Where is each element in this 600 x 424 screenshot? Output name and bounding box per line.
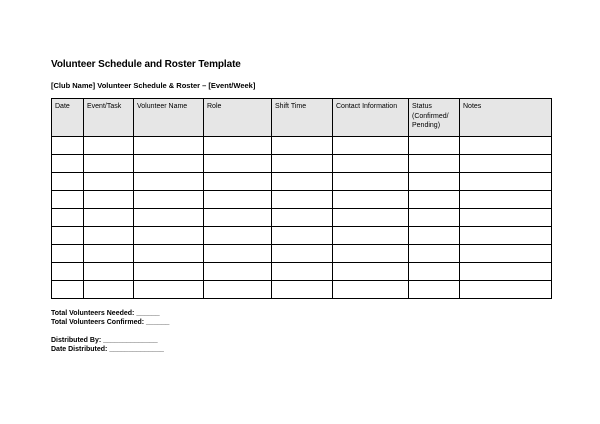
document-subtitle: [Club Name] Volunteer Schedule & Roster – [Event/Week] xyxy=(51,81,256,90)
table-cell[interactable] xyxy=(204,209,272,227)
table-cell[interactable] xyxy=(52,245,84,263)
table-row xyxy=(52,263,552,281)
table-cell[interactable] xyxy=(52,155,84,173)
table-cell[interactable] xyxy=(460,263,552,281)
date-distributed-blank[interactable]: ______________ xyxy=(109,346,164,353)
table-cell[interactable] xyxy=(134,191,204,209)
table-cell[interactable] xyxy=(409,245,460,263)
total-volunteers-confirmed xyxy=(51,318,169,327)
table-body xyxy=(52,137,552,299)
table-cell[interactable] xyxy=(409,173,460,191)
header-notes: Notes xyxy=(460,99,552,137)
table-cell[interactable] xyxy=(333,227,409,245)
table-cell[interactable] xyxy=(409,263,460,281)
distributed-by-blank[interactable]: ______________ xyxy=(103,337,158,344)
table-cell[interactable] xyxy=(84,191,134,209)
table-cell[interactable] xyxy=(333,263,409,281)
header-shift-time: Shift Time xyxy=(272,99,333,137)
table-row xyxy=(52,281,552,299)
table-cell[interactable] xyxy=(409,281,460,299)
table-cell[interactable] xyxy=(409,227,460,245)
table-cell[interactable] xyxy=(134,209,204,227)
header-volunteer-name: Volunteer Name xyxy=(134,99,204,137)
table-cell[interactable] xyxy=(272,263,333,281)
table-cell[interactable] xyxy=(52,173,84,191)
date-distributed xyxy=(51,345,164,354)
table-cell[interactable] xyxy=(52,227,84,245)
table-cell[interactable] xyxy=(134,137,204,155)
table-cell[interactable] xyxy=(272,245,333,263)
table-cell[interactable] xyxy=(84,173,134,191)
table-header-row xyxy=(52,99,552,137)
table-cell[interactable] xyxy=(272,173,333,191)
header-contact-information: Contact Information xyxy=(333,99,409,137)
table-cell[interactable] xyxy=(134,227,204,245)
table-row xyxy=(52,137,552,155)
table-row xyxy=(52,209,552,227)
table-cell[interactable] xyxy=(84,227,134,245)
table-cell[interactable] xyxy=(460,137,552,155)
table-cell[interactable] xyxy=(272,227,333,245)
table-cell[interactable] xyxy=(333,155,409,173)
table-cell[interactable] xyxy=(134,281,204,299)
table-cell[interactable] xyxy=(52,263,84,281)
total-needed-label: Total Volunteers Needed: xyxy=(51,310,135,317)
table-cell[interactable] xyxy=(272,137,333,155)
table-cell[interactable] xyxy=(333,209,409,227)
table-cell[interactable] xyxy=(460,209,552,227)
header-event-task: Event/Task xyxy=(84,99,134,137)
table-cell[interactable] xyxy=(204,191,272,209)
table-cell[interactable] xyxy=(84,209,134,227)
distributed-by xyxy=(51,336,158,345)
table-row xyxy=(52,227,552,245)
total-volunteers-needed xyxy=(51,309,160,318)
distributed-by-label: Distributed By: xyxy=(51,337,102,344)
table-cell[interactable] xyxy=(333,137,409,155)
date-distributed-label: Date Distributed: xyxy=(51,346,108,353)
table-cell[interactable] xyxy=(409,209,460,227)
table-cell[interactable] xyxy=(134,155,204,173)
table-cell[interactable] xyxy=(204,245,272,263)
header-role: Role xyxy=(204,99,272,137)
header-status: Status (Confirmed/ Pending) xyxy=(409,99,460,137)
table-cell[interactable] xyxy=(409,191,460,209)
table-cell[interactable] xyxy=(333,191,409,209)
table-cell[interactable] xyxy=(333,245,409,263)
table-cell[interactable] xyxy=(134,245,204,263)
table-cell[interactable] xyxy=(272,155,333,173)
table-cell[interactable] xyxy=(84,245,134,263)
table-cell[interactable] xyxy=(333,281,409,299)
table-cell[interactable] xyxy=(52,281,84,299)
table-cell[interactable] xyxy=(460,227,552,245)
table-row xyxy=(52,155,552,173)
table-row xyxy=(52,245,552,263)
table-cell[interactable] xyxy=(204,173,272,191)
table-cell[interactable] xyxy=(134,173,204,191)
table-cell[interactable] xyxy=(52,209,84,227)
table-cell[interactable] xyxy=(460,155,552,173)
table-cell[interactable] xyxy=(272,191,333,209)
table-cell[interactable] xyxy=(204,281,272,299)
table-row xyxy=(52,173,552,191)
table-cell[interactable] xyxy=(460,191,552,209)
table-cell[interactable] xyxy=(460,173,552,191)
table-cell[interactable] xyxy=(204,263,272,281)
table-cell[interactable] xyxy=(204,227,272,245)
roster-table xyxy=(51,98,552,299)
table-cell[interactable] xyxy=(84,137,134,155)
table-cell[interactable] xyxy=(84,281,134,299)
total-needed-blank[interactable]: ______ xyxy=(136,310,160,317)
table-cell[interactable] xyxy=(52,191,84,209)
table-cell[interactable] xyxy=(134,263,204,281)
table-cell[interactable] xyxy=(52,137,84,155)
table-cell[interactable] xyxy=(272,281,333,299)
table-cell[interactable] xyxy=(333,173,409,191)
header-date: Date xyxy=(52,99,84,137)
table-cell[interactable] xyxy=(84,155,134,173)
table-cell[interactable] xyxy=(460,281,552,299)
total-confirmed-label: Total Volunteers Confirmed: xyxy=(51,319,145,326)
table-cell[interactable] xyxy=(409,137,460,155)
table-cell[interactable] xyxy=(460,245,552,263)
table-cell[interactable] xyxy=(84,263,134,281)
table-cell[interactable] xyxy=(272,209,333,227)
table-cell[interactable] xyxy=(204,137,272,155)
table-row xyxy=(52,191,552,209)
table-cell[interactable] xyxy=(409,155,460,173)
table-cell[interactable] xyxy=(204,155,272,173)
total-confirmed-blank[interactable]: ______ xyxy=(146,319,170,326)
document-title: Volunteer Schedule and Roster Template xyxy=(51,59,241,70)
